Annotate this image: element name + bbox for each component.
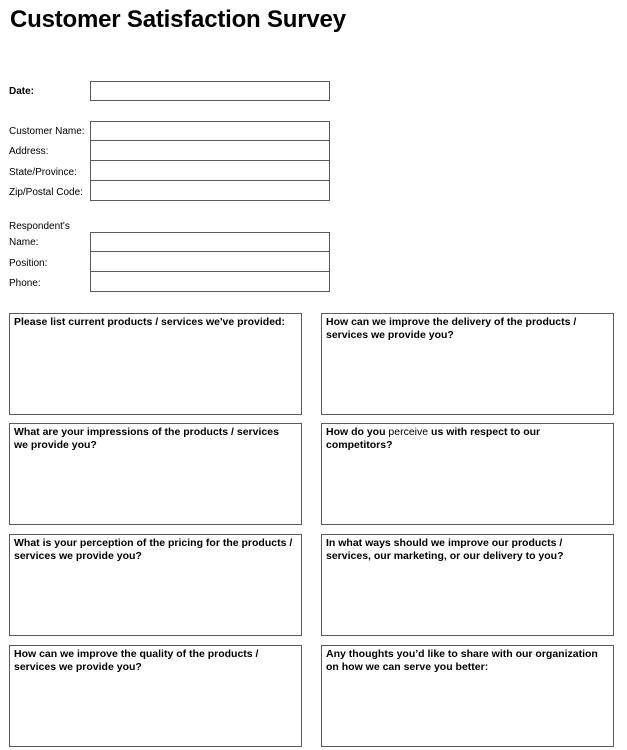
zip-postal-code-label: Zip/Postal Code:	[9, 187, 83, 198]
question-box-pricing[interactable]	[9, 534, 302, 636]
question-text: Any thoughts you’d like to share with our organization on how we can serve you better:	[326, 648, 598, 673]
position-label: Position:	[9, 258, 48, 269]
zip-postal-code-field[interactable]	[90, 181, 330, 201]
question-text: What are your impressions of the products / services we provide you?	[14, 426, 279, 451]
date-label: Date:	[9, 86, 35, 97]
position-field[interactable]	[90, 252, 330, 272]
respondent-heading: Respondent's	[9, 221, 70, 232]
respondent-name-label: Name:	[9, 237, 39, 248]
customer-name-label: Customer Name:	[9, 126, 85, 137]
state-province-field[interactable]	[90, 161, 330, 181]
question-box-improve-delivery[interactable]	[321, 313, 614, 415]
customer-name-field[interactable]	[90, 121, 330, 141]
phone-field[interactable]	[90, 272, 330, 292]
question-box-thoughts[interactable]	[321, 645, 614, 747]
question-box-impressions[interactable]	[9, 423, 302, 525]
question-text: In what ways should we improve our products / services, our marketing, or our delivery to you?	[326, 537, 564, 562]
address-field[interactable]	[90, 141, 330, 161]
address-label: Address:	[9, 146, 49, 157]
date-field[interactable]	[90, 81, 330, 101]
question-box-quality[interactable]	[9, 645, 302, 747]
question-text: How can we improve the delivery of the products / services we provide you?	[326, 316, 577, 341]
question-text: Please list current products / services we've provided:	[14, 316, 285, 328]
question-text	[326, 426, 607, 452]
state-province-label: State/Province:	[9, 167, 77, 178]
question-text: How can we improve the quality of the products / services we provide you?	[14, 648, 259, 673]
respondent-name-field[interactable]	[90, 232, 330, 252]
page-title: Customer Satisfaction Survey	[10, 6, 346, 33]
question-text-part: perceive	[388, 426, 429, 438]
question-text: What is your perception of the pricing for the products / services we provide you?	[14, 537, 293, 562]
question-box-current-products[interactable]	[9, 313, 302, 415]
question-box-improve-ways[interactable]	[321, 534, 614, 636]
question-text-part: us with respect to our competitors?	[326, 426, 541, 451]
question-box-competitors[interactable]	[321, 423, 614, 525]
phone-label: Phone:	[9, 278, 41, 289]
question-text-part: How do you	[326, 426, 386, 438]
